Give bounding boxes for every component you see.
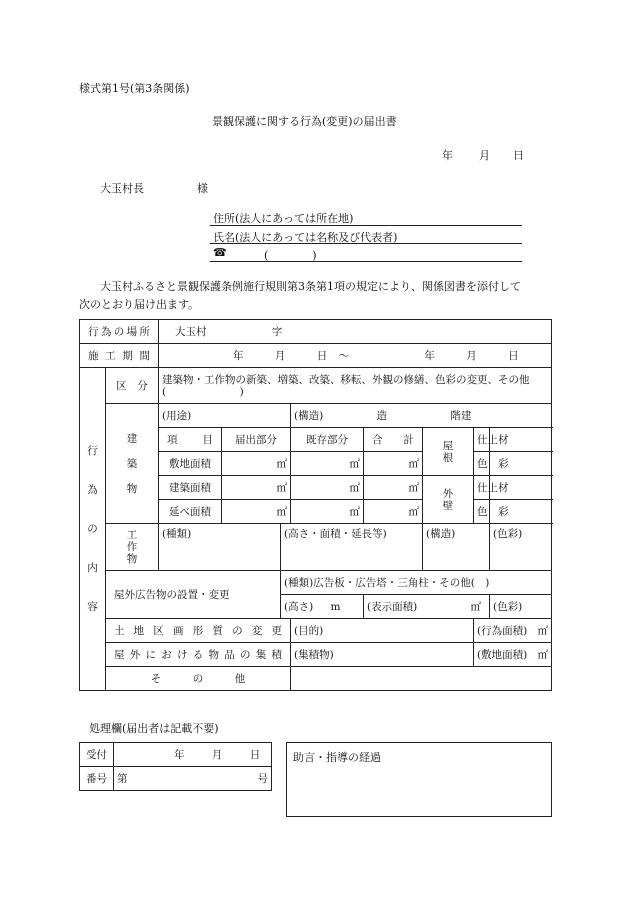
- structure-cell: [291, 404, 552, 428]
- phone-icon: ☎: [213, 246, 227, 259]
- form-title: 景観保護に関する行為(変更)の届出書: [212, 115, 397, 128]
- building-usage-row: [80, 404, 552, 428]
- date-year-label: 年: [442, 149, 453, 162]
- land-row: [80, 619, 552, 643]
- date-month-label: 月: [479, 149, 490, 162]
- kubun-value: 建築物・工作物の新築、増築、改築、移転、外観の修繕、色彩の変更、その他( ): [159, 368, 552, 404]
- structure-zou: 造: [376, 409, 388, 422]
- name-field-label: 氏名(法人にあっては名称及び代表者): [213, 231, 398, 244]
- receipt-label: 受付: [80, 743, 114, 767]
- structure-kaidate: 階建: [450, 409, 472, 422]
- name-line: [210, 243, 522, 244]
- land-purpose: (目的): [291, 619, 474, 643]
- ad-height: [281, 595, 364, 619]
- period-end-year: 年: [424, 349, 435, 362]
- period-start-month: 月: [274, 349, 286, 362]
- land-area: [474, 619, 552, 643]
- kubun-row: [80, 368, 552, 404]
- receipt-day: 日: [249, 749, 261, 761]
- land-area-label: (行為面積): [477, 624, 528, 637]
- ad-height-unit: m: [330, 600, 341, 613]
- processing-table: [79, 742, 272, 791]
- accumulation-area: [474, 643, 552, 667]
- ad-display-area-label: (表示面積): [367, 600, 418, 613]
- location-village: 大玉村: [175, 325, 207, 338]
- shikichi-todokede: ㎡: [222, 452, 291, 476]
- nobe-goukei: ㎡: [364, 500, 423, 524]
- receipt-date: [114, 743, 272, 767]
- accumulation-area-label: (敷地面積): [477, 648, 528, 661]
- wall-finish-label: 仕上材: [474, 476, 490, 500]
- processing-title: 処理欄(届出者は記載不要): [89, 722, 219, 735]
- col-todokede: 届出部分: [222, 428, 291, 452]
- location-value: [159, 320, 552, 344]
- wall-color-label: 色 彩: [474, 500, 490, 524]
- application-table: [79, 319, 552, 691]
- location-aza: 字: [271, 325, 283, 338]
- period-row: [80, 344, 552, 368]
- period-end-day: 日: [508, 349, 519, 362]
- other-label: そ の 他: [106, 667, 291, 691]
- period-start-day: 日: [316, 349, 328, 362]
- nobe-todokede: ㎡: [222, 500, 291, 524]
- number-label: 番号: [80, 767, 114, 791]
- col-goukei: 合 計: [364, 428, 423, 452]
- number-row: [80, 767, 272, 791]
- number-dai: 第: [117, 773, 128, 785]
- addressee: 大玉村長: [100, 182, 144, 195]
- other-row: [80, 667, 552, 691]
- other-value: [291, 667, 552, 691]
- kosaku-size: (高さ・面積・延長等): [281, 524, 423, 571]
- phone-parens: ( ): [264, 249, 317, 262]
- col-item: 項 目: [159, 428, 222, 452]
- ad-types: (種類)広告板・広告塔・三角柱・その他( ): [281, 571, 552, 595]
- number-gou: 号: [257, 773, 268, 785]
- ad-row-1: [80, 571, 552, 595]
- receipt-month: 月: [211, 749, 223, 761]
- receipt-year: 年: [174, 749, 185, 761]
- accumulation-items: (集積物): [291, 643, 474, 667]
- ad-label: 屋外広告物の設置・変更: [106, 571, 281, 619]
- addressee-sama: 様: [197, 182, 208, 195]
- col-kison: 既存部分: [291, 428, 364, 452]
- intro-line-1: 大玉村ふるさと景観保護条例施行規則第3条第1項の規定により、関係図書を添付して: [100, 280, 521, 293]
- advice-box: [286, 742, 552, 817]
- kenchiku-todokede: ㎡: [222, 476, 291, 500]
- accumulation-row: [80, 643, 552, 667]
- row-shikichi: 敷地面積: [159, 452, 222, 476]
- number-value: [114, 767, 272, 791]
- land-area-unit: ㎡: [537, 624, 549, 637]
- form-number: 様式第1号(第3条関係): [79, 82, 190, 95]
- period-tilde: ～: [338, 349, 350, 362]
- advice-label: 助言・指導の経過: [293, 751, 381, 764]
- date-day-label: 日: [513, 149, 524, 162]
- receipt-row: [80, 743, 272, 767]
- structure-label: (構造): [294, 409, 324, 422]
- wall-label: 外 壁: [423, 476, 474, 524]
- location-label: 行為の場所: [80, 320, 159, 344]
- nobe-kison: ㎡: [291, 500, 364, 524]
- period-end-month: 月: [466, 349, 477, 362]
- ad-height-label: (高さ): [284, 600, 314, 613]
- address-line: [210, 225, 522, 226]
- ad-display-area-unit: ㎡: [470, 600, 482, 613]
- accumulation-label: 屋外における物品の集積: [106, 643, 291, 667]
- ad-display-area: [364, 595, 490, 619]
- ad-color: (色彩): [490, 595, 552, 619]
- roof-color-label: 色 彩: [474, 452, 490, 476]
- kenchiku-goukei: ㎡: [364, 476, 423, 500]
- kosaku-structure: (構造): [423, 524, 490, 571]
- phone-line: [210, 261, 522, 262]
- address-field-label: 住所(法人にあっては所在地): [213, 212, 354, 225]
- kosaku-color: (色彩): [490, 524, 552, 571]
- kosakubutsu-row: [80, 524, 552, 571]
- period-start-year: 年: [233, 349, 244, 362]
- roof-label: 屋 根: [423, 428, 474, 476]
- row-nobe: 延べ面積: [159, 500, 222, 524]
- kenchiku-kison: ㎡: [291, 476, 364, 500]
- location-row: [80, 320, 552, 344]
- accumulation-area-unit: ㎡: [537, 648, 549, 661]
- row-kenchiku: 建築面積: [159, 476, 222, 500]
- shikichi-goukei: ㎡: [364, 452, 423, 476]
- shikichi-kison: ㎡: [291, 452, 364, 476]
- period-label: 施工期間: [80, 344, 159, 368]
- kosakubutsu-label: 工 作 物: [106, 524, 159, 571]
- kubun-label: 区 分: [106, 368, 159, 404]
- kosaku-type: (種類): [159, 524, 281, 571]
- koui-naiyou-side-label: 行 為 の 内 容: [80, 368, 106, 691]
- building-side-label: 建 築 物: [106, 404, 159, 524]
- land-label: 土地区画形質の変更: [106, 619, 291, 643]
- roof-finish-label: 仕上材: [474, 428, 490, 452]
- intro-line-2: 次のとおり届け出ます。: [79, 298, 200, 311]
- usage-label: (用途): [159, 404, 291, 428]
- period-value: [159, 344, 552, 368]
